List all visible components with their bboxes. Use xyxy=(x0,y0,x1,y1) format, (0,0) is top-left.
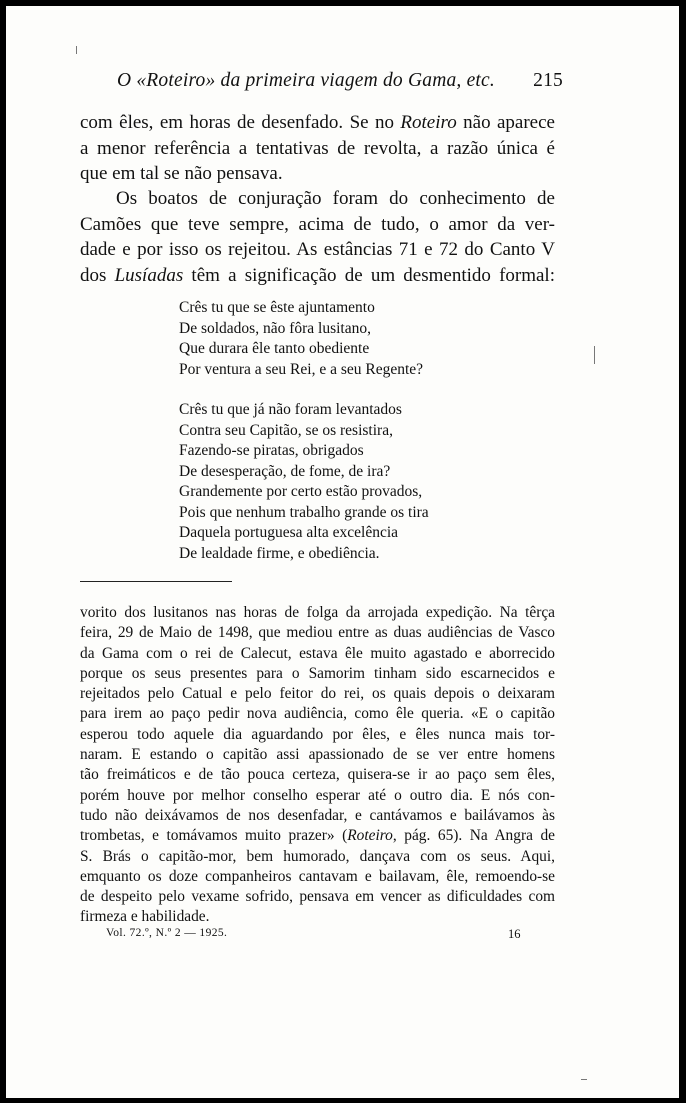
verse-line: Fazendo-se piratas, obrigados xyxy=(179,442,364,459)
verse-line: Pois que nenhum trabalho grande os tira xyxy=(179,503,429,521)
paragraph-line: que em tal se não pensava. xyxy=(80,163,283,184)
footnote-line: S. Brás o capitão-mor, bem humorado, dançava com os seus. Aqui, xyxy=(80,847,555,865)
footnote-divider xyxy=(80,581,232,582)
footnote-line: porém houve por melhor conselho esperar até o outro dia. E nós con- xyxy=(80,786,555,804)
margin-line xyxy=(594,346,595,364)
verse-stanza-71 xyxy=(179,298,423,380)
verse-line: De desesperação, de fome, de ira? xyxy=(179,462,391,480)
verse-line: De soldados, não fôra lusitano, xyxy=(179,319,371,337)
scanned-page xyxy=(6,6,679,1098)
running-title: O «Roteiro» da primeira viagem do Gama, etc. xyxy=(117,70,495,91)
verse-line: Crês tu que já não foram levantados xyxy=(179,401,402,418)
footnote-line: de despeito pelo vexame sofrido, pensava em vencer as dificuldades com xyxy=(80,888,555,906)
running-header xyxy=(117,70,563,92)
footnote-line: feira, 29 de Maio de 1498, que mediou entre as duas audiências de Vasco xyxy=(80,624,555,642)
verse-line: Contra seu Capitão, se os resistira, xyxy=(179,421,393,439)
footnote-line: naram. E estando o capitão assi apassionado de se ver entre homens xyxy=(80,746,555,764)
footnote-line: emquanto os doze companheiros cantavam e bailavam, êle, remoendo-se xyxy=(80,867,555,885)
footnote-line: da Gama com o rei de Calecut, estava êle muito agastado e aborrecido xyxy=(80,644,555,662)
verse-line: De lealdade firme, e obediência. xyxy=(179,544,380,562)
footnote-line: tudo não deixávamos de nos desenfadar, e cantávamos e bailávamos às xyxy=(80,806,555,824)
verse-line: Grandemente por certo estão provados, xyxy=(179,483,423,500)
scan-speck xyxy=(581,1079,587,1080)
paragraph-1 xyxy=(80,110,555,187)
paragraph-line: com êles, em horas de desenfado. Se no Roteiro não aparece xyxy=(80,112,555,133)
scan-speck xyxy=(76,46,77,54)
footnote-line: porque os seus presentes para o Samorim tinham sido escarnecidos e xyxy=(80,664,555,682)
paragraph-line: dade e por isso os rejeitou. As estâncias 71 e 72 do Canto V xyxy=(80,239,555,260)
verse-line: Daquela portuguesa alta excelência xyxy=(179,524,399,541)
footnote-line: trombetas, e tomávamos muito prazer» (Roteiro, pág. 65). Na Angra de xyxy=(80,827,555,845)
verse-stanza-72 xyxy=(179,400,429,564)
paragraph-2 xyxy=(80,186,555,288)
footnote-line: rejeitados pelo Catual e pelo feitor do rei, os quais depois o deixaram xyxy=(80,685,555,703)
volume-signature: Vol. 72.º, N.º 2 — 1925. xyxy=(106,927,228,939)
footnote-line: tão freimáticos e de tão pouca certeza, quisera-se ir ao paço sem êles, xyxy=(80,766,555,784)
paragraph-line: dos Lusíadas têm a significação de um desmentido formal: xyxy=(80,264,555,286)
verse-line: Crês tu que se êste ajuntamento xyxy=(179,299,375,316)
verse-line: Que durara êle tanto obediente xyxy=(179,340,370,357)
paragraph-line: Camões que teve sempre, acima de tudo, o amor da ver- xyxy=(80,213,555,235)
sheet-signature: 16 xyxy=(508,927,521,941)
paragraph-line: Os boatos de conjuração foram do conhecimento de xyxy=(116,188,555,209)
footnote-line: vorito dos lusitanos nas horas de folga da arrojada expedição. Na têrça xyxy=(80,604,555,621)
footnote-line: para irem ao paço pedir nova audiência, como êle queria. «E o capitão xyxy=(80,705,555,723)
paragraph-line: a menor referência a tentativas de revolta, a razão única é xyxy=(80,137,555,159)
page-number: 215 xyxy=(533,70,563,91)
footnote-line: esperou todo aquele dia aguardando por êles, e êles nunca mais tor- xyxy=(80,725,555,743)
footnote xyxy=(80,603,555,928)
footnote-line: firmeza e habilidade. xyxy=(80,908,210,926)
verse-line: Por ventura a seu Rei, e a seu Regente? xyxy=(179,360,424,378)
